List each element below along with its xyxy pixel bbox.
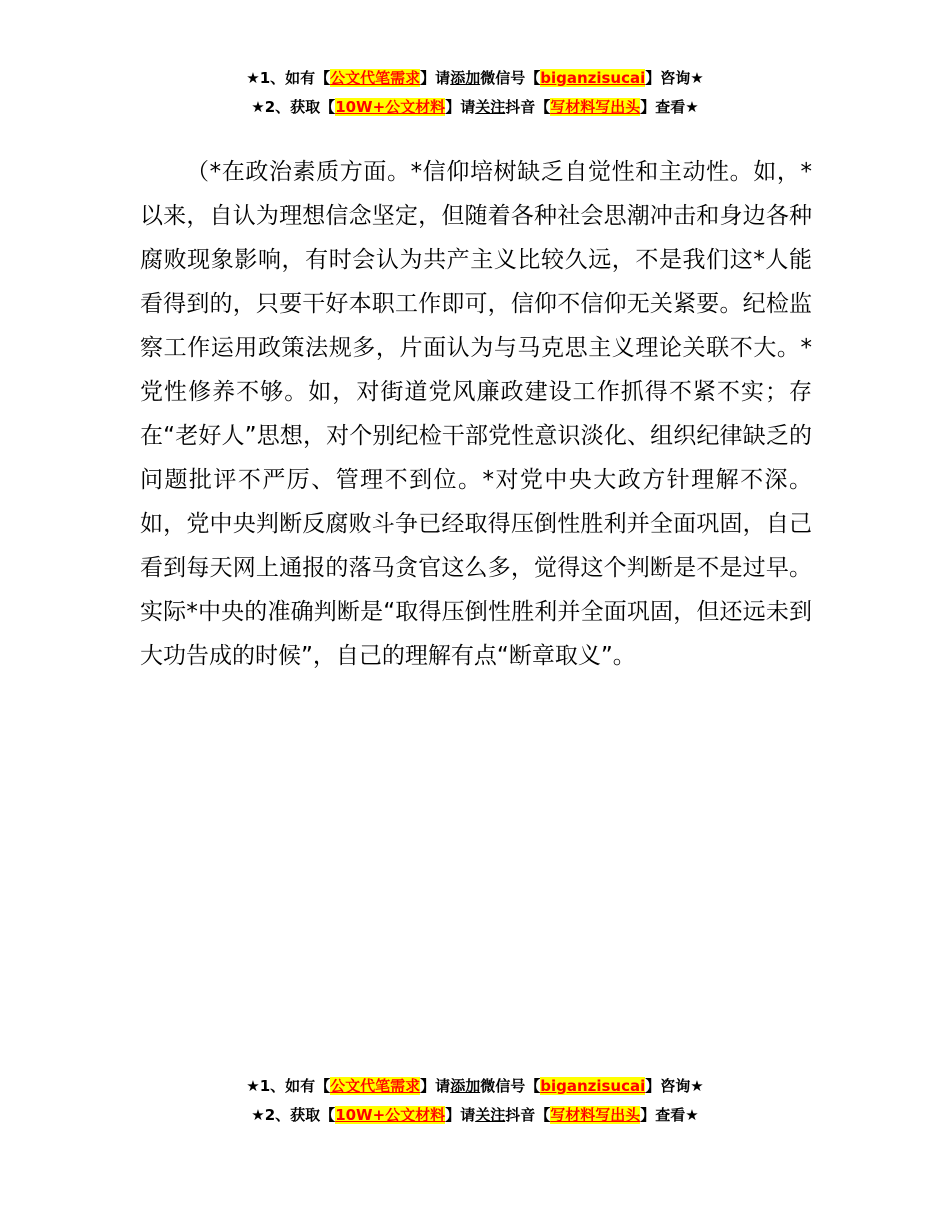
banner-line-1 bbox=[0, 68, 950, 88]
footer-banner bbox=[0, 1076, 950, 1125]
banner-text: 】请 bbox=[445, 1106, 476, 1124]
banner-highlight: biganzisucai bbox=[540, 1077, 646, 1095]
header-banner bbox=[0, 68, 950, 117]
banner-suffix: 】咨询★ bbox=[645, 69, 704, 87]
banner-underline: 关注 bbox=[475, 98, 506, 116]
banner-highlight: biganzisucai bbox=[540, 69, 646, 87]
banner-text: 微信号【 bbox=[480, 1077, 541, 1095]
banner-underline: 添加 bbox=[450, 69, 481, 87]
banner-line-2 bbox=[0, 1105, 950, 1125]
banner-highlight: 10W+公文材料 bbox=[335, 98, 446, 116]
banner-text: 微信号【 bbox=[480, 69, 541, 87]
body-paragraph: （*在政治素质方面。*信仰培树缺乏自觉性和主动性。如，*以来，自认为理想信念坚定，但随着各种社会思潮冲击和身边各种腐败现象影响，有时会认为共产主义比较久远，不是我们这*人能看得到的，只要干好本职工作即可，信仰不信仰无关紧要。纪检监察工作运用政策法规多，片面认为与马克思主义理论关联不大。*党性修养不够。如，对街道党风廉政建设工作抓得不紧不实；存在“老好人”思想，对个别纪检干部党性意识淡化、组织纪律缺乏的问题批评不严厉、管理不到位。*对党中央大政方针理解不深。如，党中央判断反腐败斗争已经取得压倒性胜利并全面巩固，自己看到每天网上通报的落马贪官这么多，觉得这个判断是不是过早。实际*中央的准确判断是“取得压倒性胜利并全面巩固，但还远未到大功告成的时候”，自己的理解有点“断章取义”。 bbox=[140, 159, 812, 669]
banner-suffix: 】查看★ bbox=[640, 98, 699, 116]
banner-text: 抖音【 bbox=[505, 1106, 551, 1124]
banner-underline: 添加 bbox=[450, 1077, 481, 1095]
banner-text: 】请 bbox=[445, 98, 476, 116]
banner-text: 抖音【 bbox=[505, 98, 551, 116]
banner-highlight: 公文代笔需求 bbox=[330, 69, 421, 87]
banner-highlight: 10W+公文材料 bbox=[335, 1106, 446, 1124]
banner-text: 】请 bbox=[420, 1077, 451, 1095]
banner-line-2 bbox=[0, 97, 950, 117]
banner-prefix: ★2、获取【 bbox=[251, 98, 336, 116]
banner-highlight: 写材料写出头 bbox=[550, 98, 641, 116]
banner-suffix: 】查看★ bbox=[640, 1106, 699, 1124]
banner-prefix: ★1、如有【 bbox=[246, 69, 331, 87]
banner-text: 】请 bbox=[420, 69, 451, 87]
banner-line-1 bbox=[0, 1076, 950, 1096]
banner-underline: 关注 bbox=[475, 1106, 506, 1124]
banner-prefix: ★1、如有【 bbox=[246, 1077, 331, 1095]
banner-highlight: 写材料写出头 bbox=[550, 1106, 641, 1124]
banner-prefix: ★2、获取【 bbox=[251, 1106, 336, 1124]
banner-highlight: 公文代笔需求 bbox=[330, 1077, 421, 1095]
banner-suffix: 】咨询★ bbox=[645, 1077, 704, 1095]
